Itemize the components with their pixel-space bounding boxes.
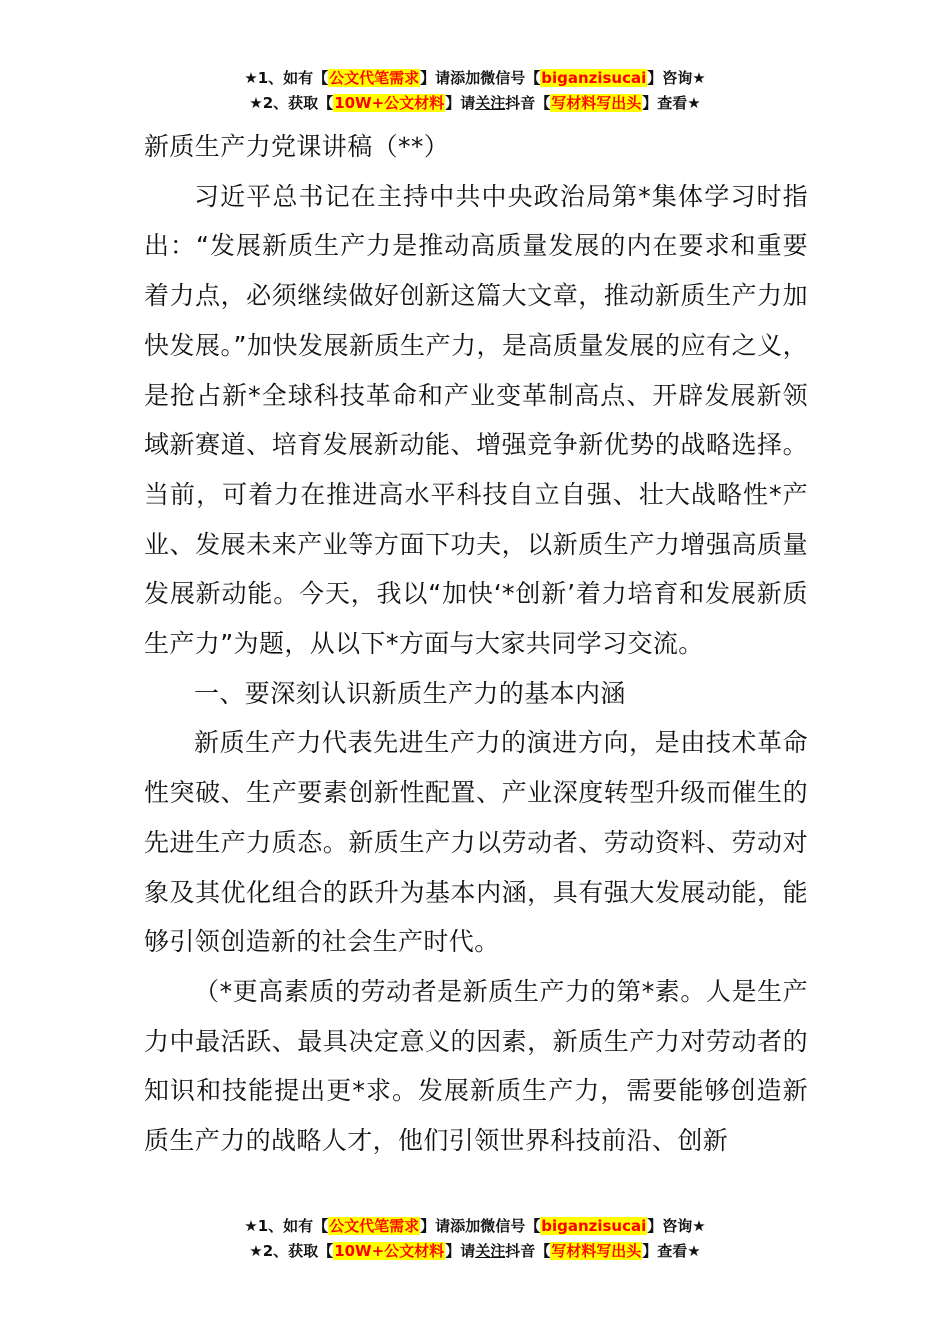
document-body [144,122,808,1166]
banner-text: 关注 [475,94,506,112]
section-heading-1: 一、要深刻认识新质生产力的基本内涵 [194,678,626,708]
banner-text: ★1、如有【 [244,69,329,87]
banner-text: 】请 [445,94,476,112]
banner-line-1 [0,66,950,91]
highlight-douyin: 写材料写出头 [551,94,642,112]
banner-text: 关注 [475,1242,506,1260]
banner-text: ★1、如有【 [244,1217,329,1235]
banner-text: 】请添 [420,1217,466,1235]
paragraph-section-1: 新质生产力代表先进生产力的演进方向，是由技术革命性突破、生产要素创新性配置、产业深度转型升级而催生的先进生产力质态。新质生产力以劳动者、劳动资料、劳动对象及其优化组合的跃升为基本内涵，具有强大发展动能，能够引领创造新的社会生产时代。 [144,728,808,957]
banner-text: 】请添 [420,69,466,87]
highlight-materials: 10W+公文材料 [334,94,445,112]
banner-text: 抖音【 [505,1242,551,1260]
highlight-service: 公文代笔需求 [329,1217,420,1235]
document-title: 新质生产力党课讲稿（**） [144,132,450,161]
banner-text: 】咨询★ [647,1217,706,1235]
banner-text: 】请 [445,1242,476,1260]
banner-text: 加 [465,69,481,87]
banner-text: 微信号【 [480,69,541,87]
banner-line-2 [0,1239,950,1264]
banner-line-2 [0,91,950,116]
banner-text: ★2、获取【 [249,1242,334,1260]
banner-line-1 [0,1214,950,1239]
banner-text: 加 [465,1217,481,1235]
paragraph-subsection-1: （*更高素质的劳动者是新质生产力的第*素。人是生产力中最活跃、最具决定意义的因素，新质生产力对劳动者的知识和技能提出更*求。发展新质生产力，需要能够创造新质生产力的战略人才，他们引领世界科技前沿、创新 [144,976,808,1156]
highlight-materials: 10W+公文材料 [334,1242,445,1260]
bottom-banner [0,1214,950,1264]
banner-text: 抖音【 [505,94,551,112]
banner-text: 微信号【 [480,1217,541,1235]
highlight-wechat-id: biganzisucai [541,1217,647,1235]
banner-text: 】咨询★ [647,69,706,87]
highlight-douyin: 写材料写出头 [551,1242,642,1260]
highlight-wechat-id: biganzisucai [541,69,647,87]
top-banner [0,66,950,116]
paragraph-intro: 习近平总书记在主持中共中央政治局第*集体学习时指出：“发展新质生产力是推动高质量发展的内在要求和重要着力点，必须继续做好创新这篇大文章，推动新质生产力加快发展。”加快发展新质生产力，是高质量发展的应有之义，是抢占新*全球科技革命和产业变革制高点、开辟发展新领域新赛道、培育发展新动能、增强竞争新优势的战略选择。当前，可着力在推进高水平科技自立自强、壮大战略性*产业、发展未来产业等方面下功夫，以新质生产力增强高质量发展新动能。今天，我以“加快‘*创新’着力培育和发展新质生产力”为题，从以下*方面与大家共同学习交流。 [144,181,808,659]
banner-text: 】查看★ [642,94,701,112]
banner-text: 】查看★ [642,1242,701,1260]
highlight-service: 公文代笔需求 [329,69,420,87]
banner-text: ★2、获取【 [249,94,334,112]
